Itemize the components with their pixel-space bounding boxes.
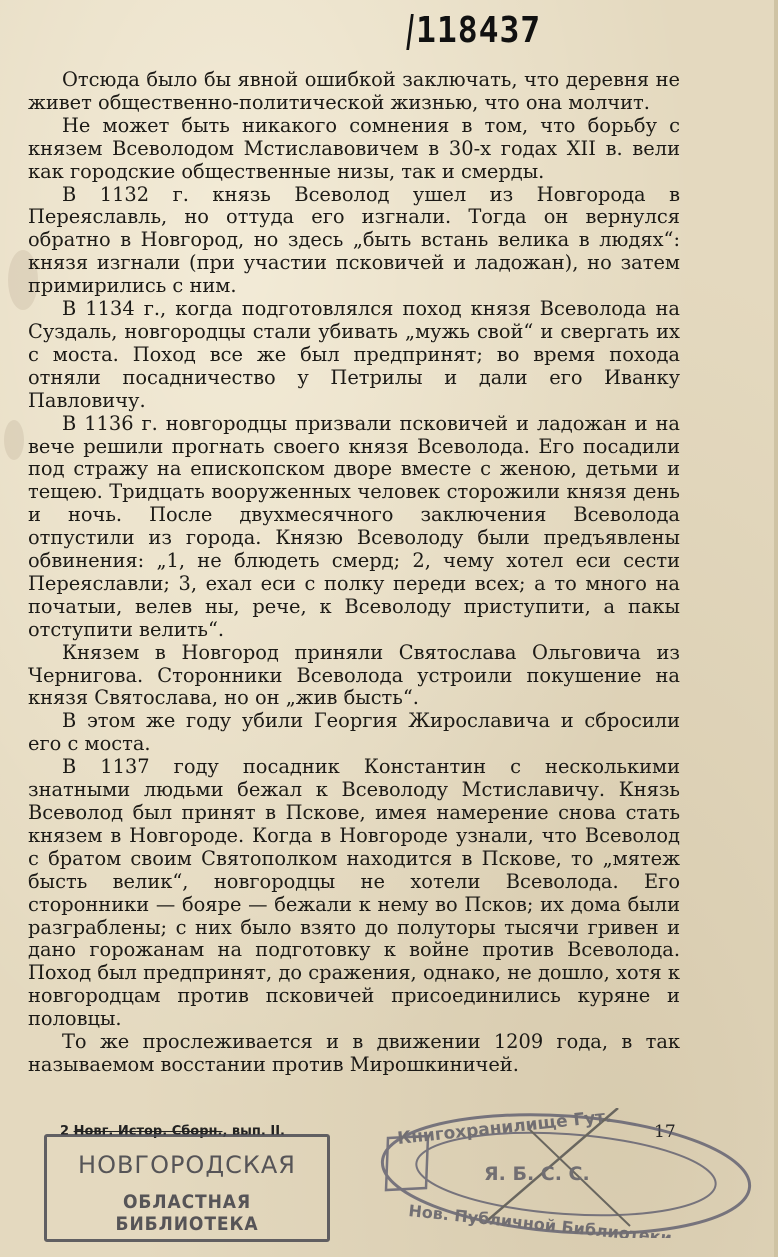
library-stamp (44, 1134, 330, 1242)
page-number: 17 (654, 1122, 676, 1142)
archive-stamp-top: Книгохранилище Гут. (396, 1108, 613, 1149)
paragraph: Отсюда было бы явной ошибкой заключать, что деревня не живет общественно-политической жизнью, что она молчит. (28, 68, 680, 114)
signature-mark: 2 (60, 1124, 70, 1139)
archive-stamp-graphic (368, 1108, 754, 1238)
paragraph: Не может быть никакого сомнения в том, что борьбу с князем Всеволодом Мстиславовичем в 30-х годах XII в. вели как городские общественные низы, так и смерды. (28, 113, 680, 183)
paragraph: В 1134 г., когда подготовлялся поход князя Всеволода на Суздаль, новгородцы стали убивать „мужь свой“ и свергать их с моста. Поход все же был предпринят; во время похода отняли посадничество у Петрилы и дали его Иванку Павловичу. (28, 297, 680, 412)
paragraph: В 1136 г. новгородцы призвали псковичей и ладожан и на вече решили прогнать своего князя Всеволода. Его посадили под стражу на епископском дворе вместе с женою, детьми и тещею. Тридцать вооруженных человек сторожили князя день и ночь. После двухмесячного заключения Всеволода отпустили из города. Князю Всеволоду были предъявлены обвинения: „1, не блюдеть смерд; 2, чему хотел еси сести Переяславли; 3, ехал еси с полку переди всех; а то много на початыи, велев ны, рече, к Всеволоду приступити, а пакы отступити велить“. (28, 411, 680, 641)
archive-stamp-middle: Я. Б. С. С. (484, 1163, 590, 1185)
paper-smudge (4, 420, 24, 460)
archive-stamp (368, 1108, 754, 1238)
paragraph: В 1137 году посадник Константин с несколькими знатными людьми бежал к Всеволоду Мстиславичу. Князь Всеволод был принят в Пскове, имея намерение снова стать князем в Новгороде. Когда в Новгороде узнали, что Всеволод с братом своим Святополком находится в Пскове, то „мятеж бысть велик“, новгородцы не хотели Всеволода. Его сторонники — бояре — бежали к нему во Псков; их дома были разграблены; с них было взято до полуторы тысячи гривен и дано горожанам на подготовку к войне против Всеволода. Поход был предпринят, до сражения, однако, не дошло, хотя к новгородцам против псковичей присоединились куряне и половцы. (28, 755, 680, 1031)
body-text (28, 69, 680, 1077)
paragraph: В этом же году убили Георгия Жирославича и сбросили его с моста. (28, 709, 680, 756)
library-stamp-line-2: ОБЛАСТНАЯ БИБЛИОТЕКА (115, 1191, 259, 1235)
paragraph: В 1132 г. князь Всеволод ушел из Новгорода в Переяславль, но оттуда его изгнали. Тогда он вернулся обратно в Новгород, но здесь „быть встань велика в людях“: князя изгнали (при участии псковичей и ладожан), но затем примирились с ним. (28, 182, 680, 298)
paragraph: То же прослеживается и в движении 1209 года, в так называемом восстании против Мирошкиничей. (28, 1030, 680, 1076)
archive-stamp-bottom: Нов. Публичной Библиотеки (407, 1201, 673, 1238)
footnote-source: Новг. Истор. Сборн. (73, 1124, 223, 1139)
footnote-volume: , вып. II. (222, 1124, 285, 1139)
paragraph: Князем в Новгород приняли Святослава Ольговича из Чернигова. Сторонники Всеволода устроили покушение на князя Святослава, но он „жив бысть“. (28, 640, 680, 710)
library-stamp-line-1: НОВГОРОДСКАЯ (78, 1151, 296, 1179)
inventory-number: 118437 (416, 10, 542, 51)
